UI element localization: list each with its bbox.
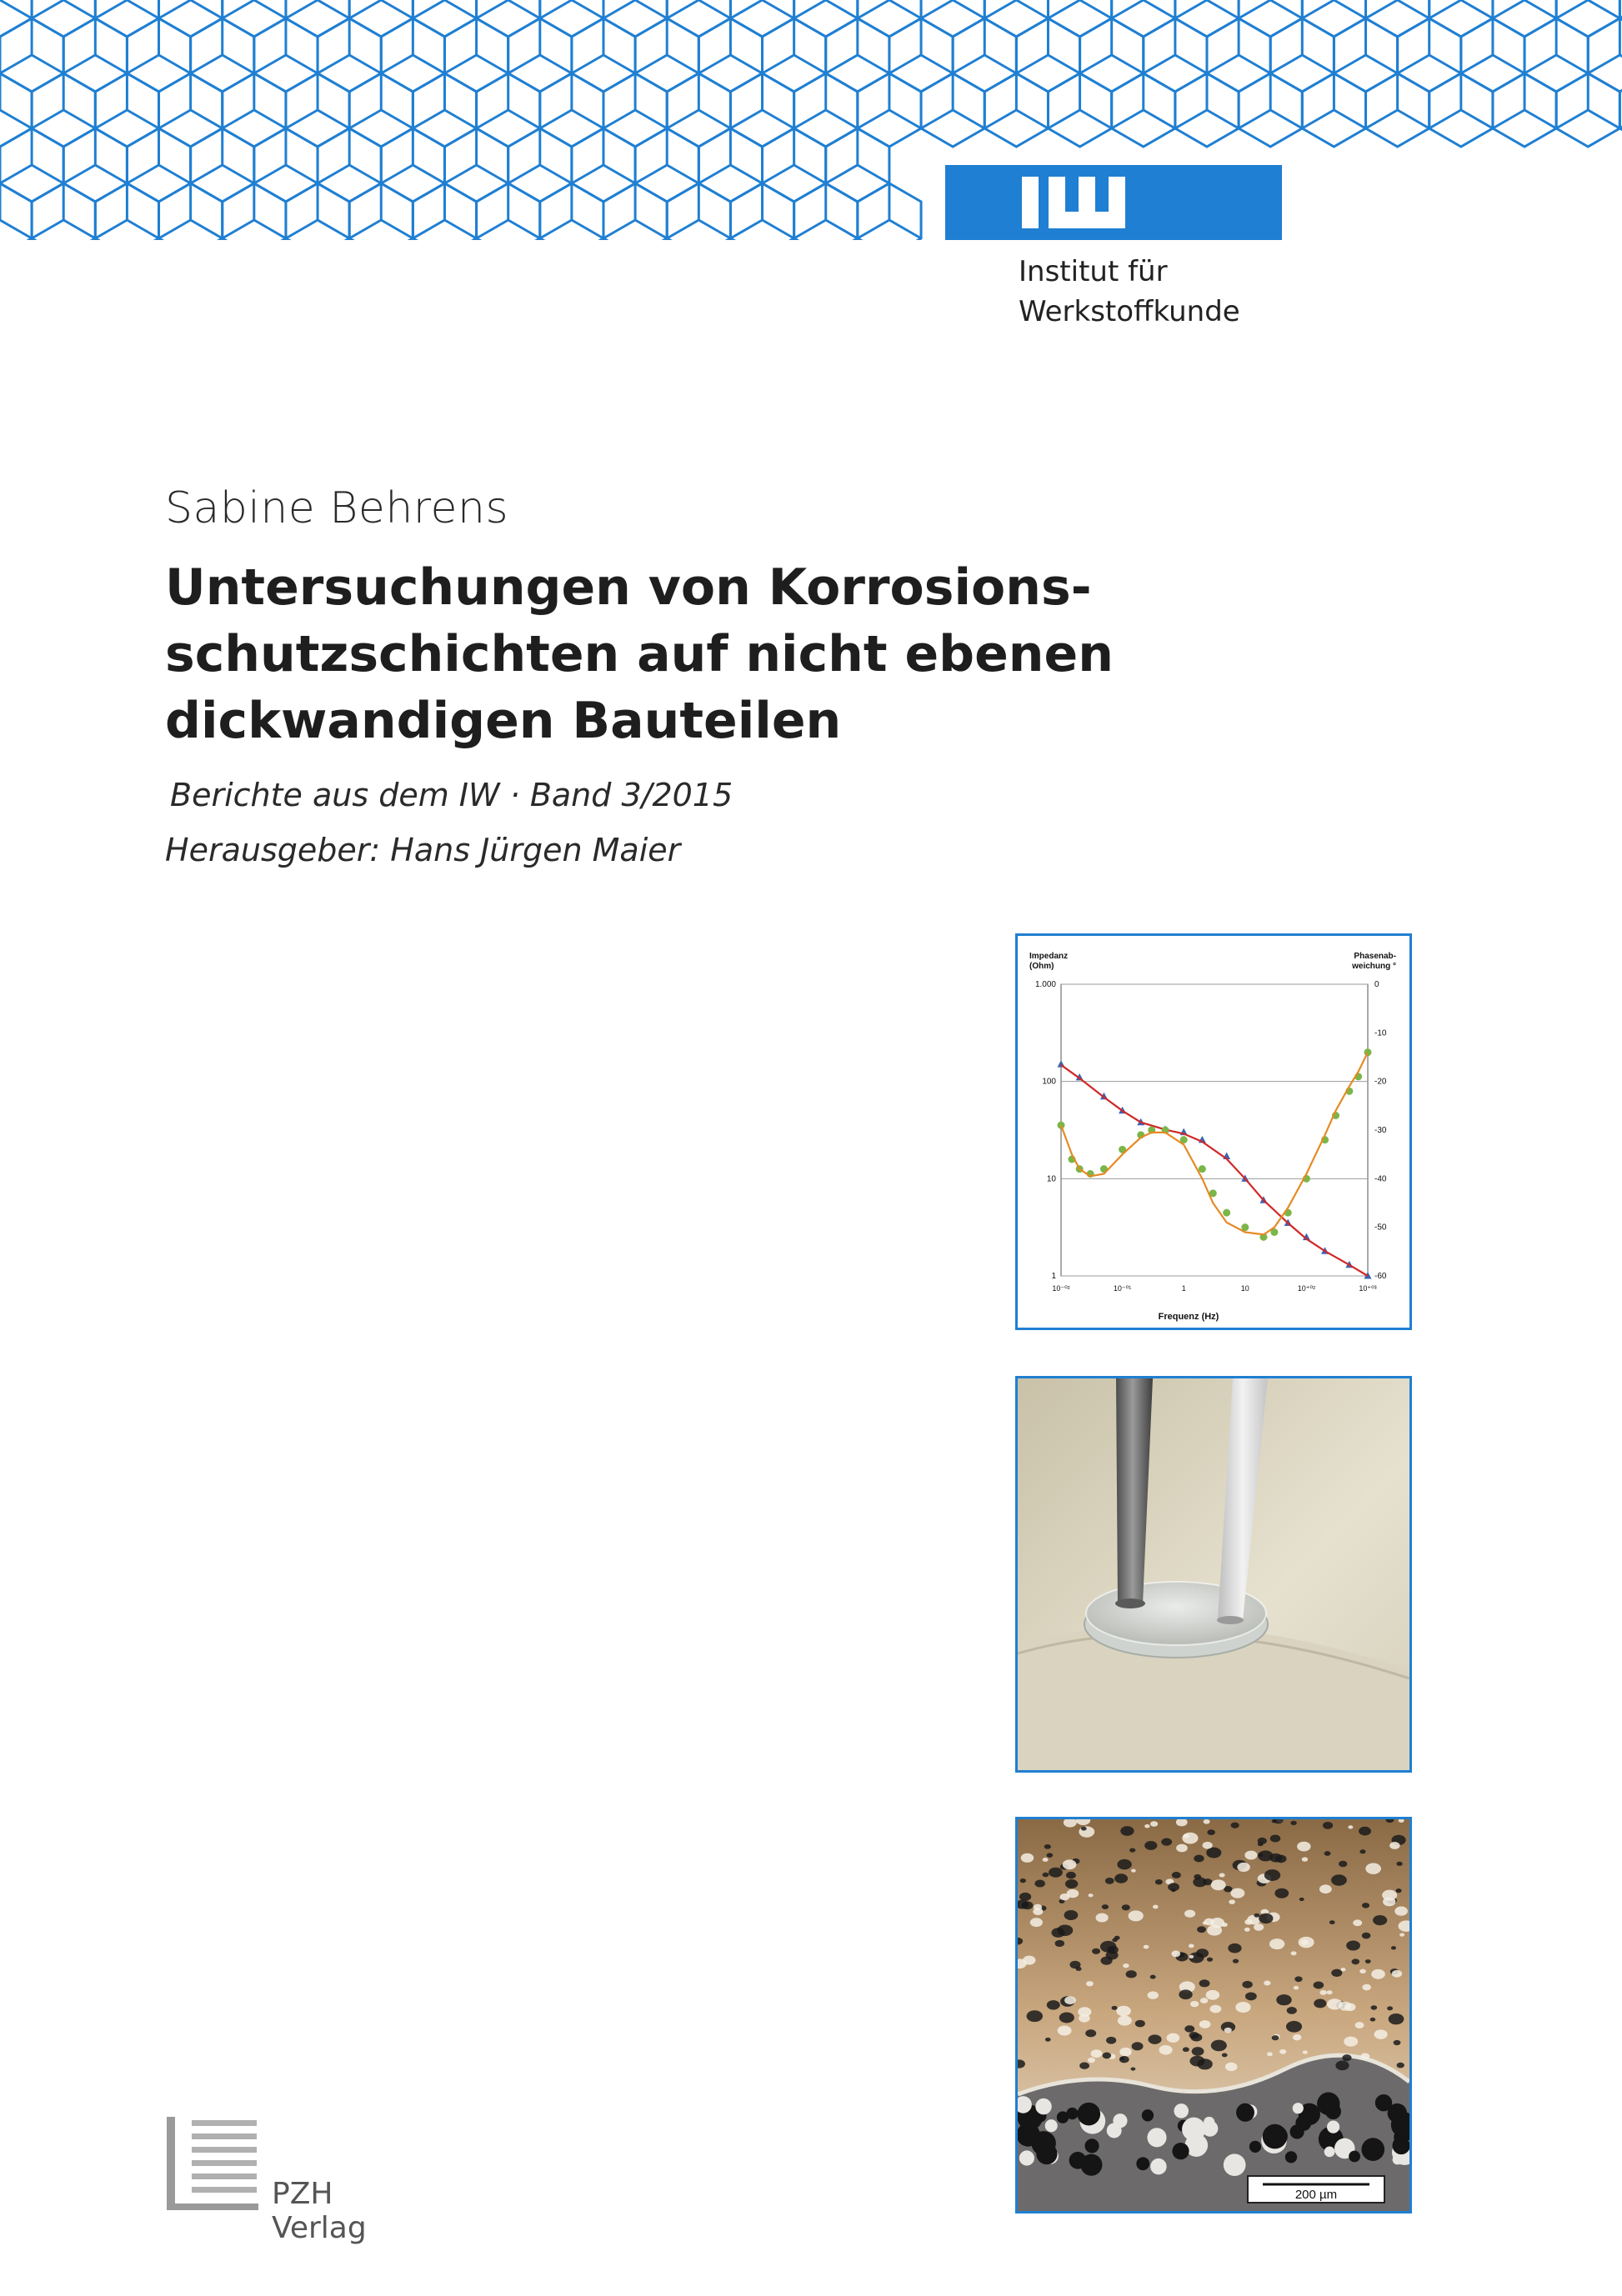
y2-tick-label: 0 xyxy=(1374,980,1379,989)
y2-tick-label: -60 xyxy=(1374,1272,1387,1281)
book-title xyxy=(165,554,1114,754)
author-name: Sabine Behrens xyxy=(165,483,509,533)
institute-name-line2: Werkstoffkunde xyxy=(1019,295,1240,328)
iw-logo xyxy=(945,165,1282,240)
y2-tick-label: -10 xyxy=(1374,1028,1387,1038)
y-axis-label-line2: (Ohm) xyxy=(1029,962,1054,971)
publisher-name: PZH Verlag xyxy=(272,2177,367,2245)
phase-fit-line xyxy=(1061,1053,1368,1235)
y-tick-label: 10 xyxy=(1046,1174,1056,1184)
y-tick-label: 100 xyxy=(1042,1077,1056,1087)
phase-measured-point xyxy=(1223,1209,1230,1217)
publisher-logo xyxy=(167,2117,383,2245)
x-axis-label: Frequenz (Hz) xyxy=(1158,1312,1219,1322)
x-tick-label: 10⁺⁰² xyxy=(1297,1284,1316,1293)
x-tick-label: 1 xyxy=(1181,1284,1186,1293)
iw-logo-letters xyxy=(1022,177,1172,228)
editor-info: Herausgeber: Hans Jürgen Maier xyxy=(165,832,681,868)
electrode-photo-figure xyxy=(1015,1376,1412,1773)
y2-tick-label: -20 xyxy=(1374,1077,1387,1087)
x-tick-label: 10 xyxy=(1240,1284,1249,1293)
x-tick-label: 10⁻⁰² xyxy=(1052,1284,1070,1293)
series-info: Berichte aus dem IW · Band 3/2015 xyxy=(170,777,733,813)
phase-measured-point xyxy=(1199,1165,1206,1173)
y-axis-label-line1: Impedanz xyxy=(1029,952,1069,961)
y2-tick-label: -30 xyxy=(1374,1126,1387,1135)
y2-tick-label: -40 xyxy=(1374,1174,1387,1184)
electrode-photo xyxy=(1018,1378,1409,1770)
institute-name-line1: Institut für xyxy=(1019,255,1168,288)
y-tick-label: 1.000 xyxy=(1034,980,1056,989)
y2-tick-label: -50 xyxy=(1374,1223,1387,1233)
impedance-chart xyxy=(1018,936,1409,1328)
impedance-chart-figure xyxy=(1015,933,1412,1330)
y2-axis-label-line1: Phasenab- xyxy=(1354,952,1396,961)
y-tick-label: 1 xyxy=(1051,1272,1056,1281)
micrograph-image xyxy=(1018,1819,1409,2211)
pzh-stack-icon xyxy=(167,2117,267,2217)
y2-axis-label-line2: weichung ° xyxy=(1352,962,1396,971)
x-tick-label: 10⁺⁰³ xyxy=(1359,1284,1377,1293)
title-line-3: dickwandigen Bauteilen xyxy=(165,692,842,750)
phase-measured-point xyxy=(1364,1048,1372,1056)
x-tick-label: 10⁻⁰¹ xyxy=(1113,1284,1132,1293)
title-line-2: schutzschichten auf nicht ebenen xyxy=(165,625,1114,683)
cube-pattern-header xyxy=(0,0,1622,240)
institute-name xyxy=(1019,252,1240,332)
scale-bar-label: 200 µm xyxy=(1294,2188,1338,2202)
micrograph-figure xyxy=(1015,1817,1412,2213)
title-line-1: Untersuchungen von Korrosions- xyxy=(165,558,1092,617)
